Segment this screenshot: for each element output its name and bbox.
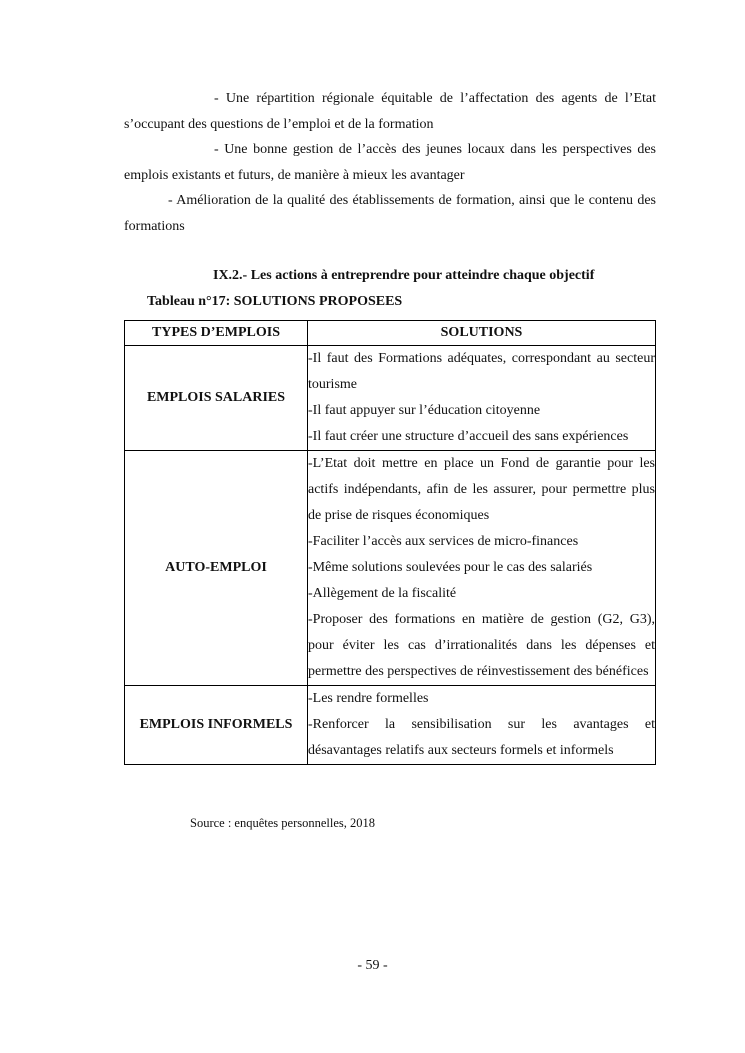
table-row-auto-emploi xyxy=(125,451,656,686)
solutions-cell xyxy=(308,686,656,765)
section-heading: IX.2.- Les actions à entreprendre pour atteindre chaque objectif xyxy=(213,268,595,283)
solution-item: -Il faut des Formations adéquates, correspondant au secteur tourisme xyxy=(308,351,655,392)
solution-item: -Même solutions soulevées pour le cas des salariés xyxy=(308,560,593,575)
solution-item: -Faciliter l’accès aux services de micro-finances xyxy=(308,534,579,549)
table-row-emplois-informels xyxy=(125,686,656,765)
type-cell: EMPLOIS SALARIES xyxy=(125,346,308,451)
solution-item: -Renforcer la sensibilisation sur les avantages et désavantages relatifs aux secteurs formels et informels xyxy=(308,717,655,758)
page-number: - 59 - xyxy=(357,958,388,973)
solution-item: -Il faut appuyer sur l’éducation citoyenne xyxy=(308,403,541,418)
solution-item: -Proposer des formations en matière de gestion (G2, G3), pour éviter les cas d’irrationalités dans les dépenses et permettre des perspectives de réinvestissement des bénéfices xyxy=(308,612,655,679)
type-cell: AUTO-EMPLOI xyxy=(125,451,308,686)
type-cell: EMPLOIS INFORMELS xyxy=(125,686,308,765)
table-caption: Tableau n°17: SOLUTIONS PROPOSEES xyxy=(147,294,403,309)
table-source-note: Source : enquêtes personnelles, 2018 xyxy=(190,816,376,830)
header-types-emplois: TYPES D’EMPLOIS xyxy=(125,321,308,346)
table-header-row xyxy=(125,321,656,346)
paragraph-youth-access: - Une bonne gestion de l’accès des jeunes locaux dans les perspectives des emplois existants et futurs, de manière à mieux les avantager xyxy=(124,142,656,183)
table-row-emplois-salaries xyxy=(125,346,656,451)
paragraph-regional-distribution: - Une répartition régionale équitable de l’affectation des agents de l’Etat s’occupant des questions de l’emploi et de la formation xyxy=(124,91,656,132)
solution-item: -Allègement de la fiscalité xyxy=(308,586,457,601)
solution-item: -Les rendre formelles xyxy=(308,691,429,706)
solutions-cell xyxy=(308,451,656,686)
paragraph-training-quality: - Amélioration de la qualité des établissements de formation, ainsi que le contenu des formations xyxy=(124,193,656,234)
header-solutions: SOLUTIONS xyxy=(308,321,656,346)
solution-item: -L’Etat doit mettre en place un Fond de garantie pour les actifs indépendants, afin de les assurer, pour permettre plus de prise de risques économiques xyxy=(308,456,655,523)
solutions-table xyxy=(124,320,656,765)
solutions-cell xyxy=(308,346,656,451)
solution-item: -Il faut créer une structure d’accueil des sans expériences xyxy=(308,429,629,444)
